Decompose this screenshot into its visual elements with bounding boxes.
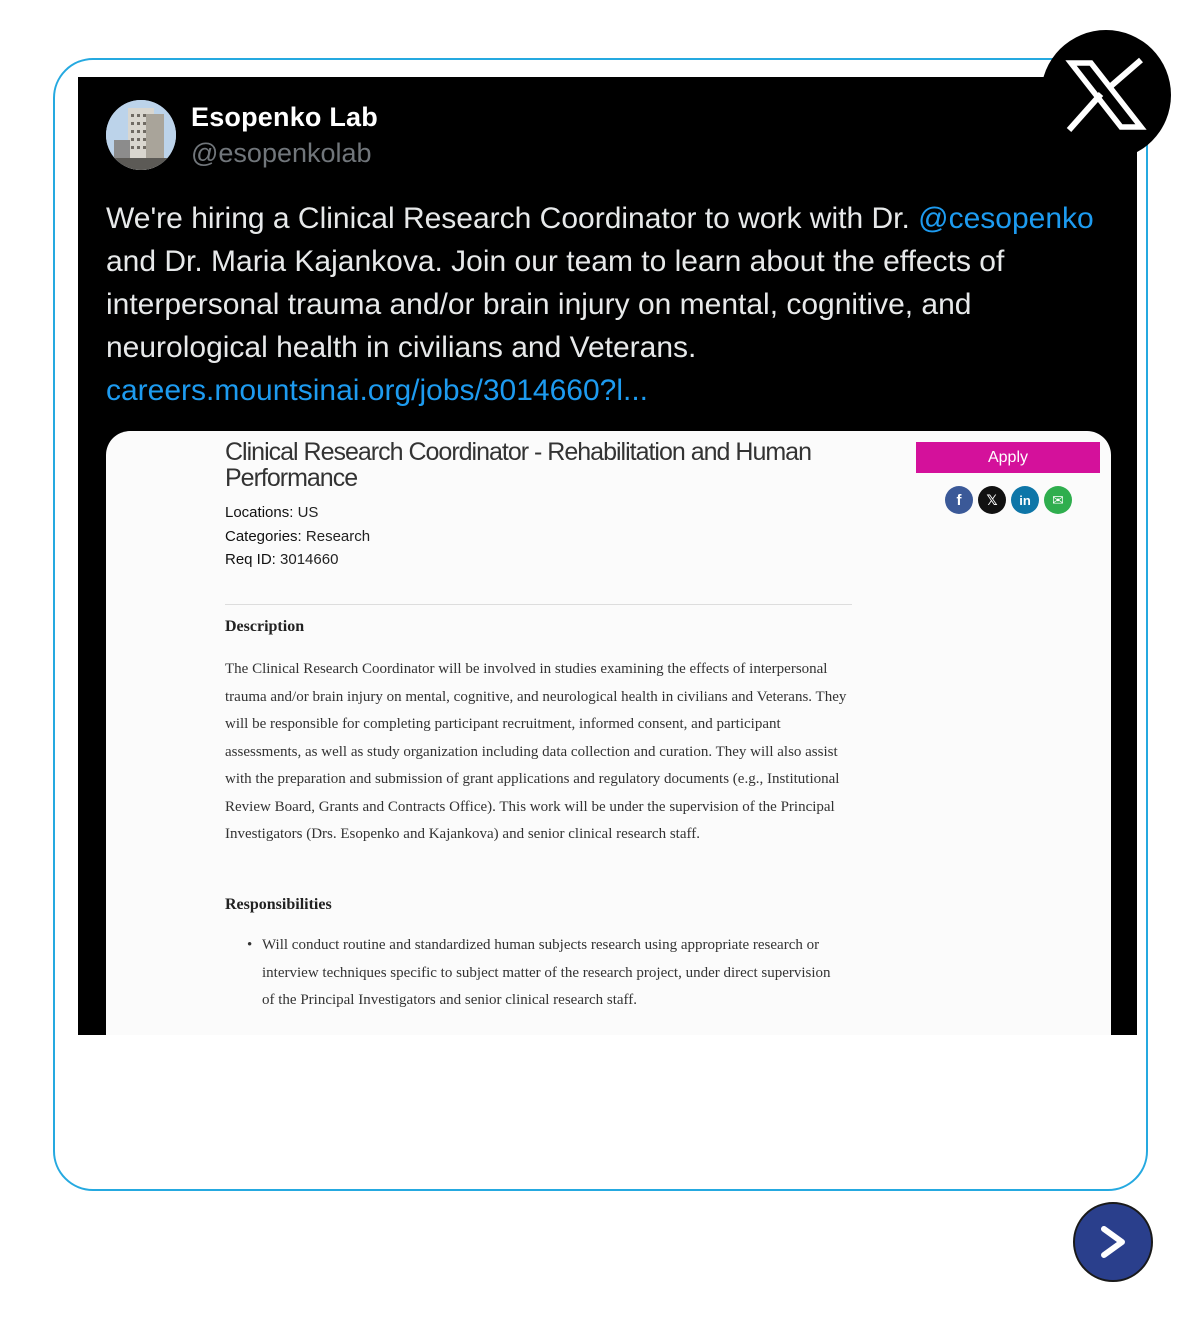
tweet-text-part1: We're hiring a Clinical Research Coordinator to work with Dr. (106, 202, 919, 235)
author-name[interactable]: Esopenko Lab (191, 102, 378, 132)
share-buttons (945, 486, 1072, 514)
apply-button[interactable]: Apply (916, 442, 1100, 473)
x-logo-icon (1041, 30, 1171, 160)
tweet-text (106, 197, 1116, 412)
responsibilities-list (225, 932, 845, 1015)
job-posting-preview[interactable] (106, 431, 1111, 1035)
chevron-right-icon (1093, 1222, 1133, 1262)
tweet-card[interactable] (78, 77, 1137, 1035)
categories-row (225, 528, 370, 545)
req-id-row (225, 551, 338, 568)
linkedin-icon[interactable]: in (1011, 486, 1039, 514)
email-icon[interactable]: ✉ (1044, 486, 1072, 514)
x-share-icon[interactable]: 𝕏 (978, 486, 1006, 514)
job-title: Clinical Research Coordinator - Rehabilitation and Human Performance (225, 438, 811, 492)
locations-value: US (297, 504, 319, 521)
next-button[interactable] (1073, 1202, 1153, 1282)
list-item: • Will conduct routine and standardized human subjects research using appropriate research or interview techniques specific to subject matter of the research project, under direct supervision of the Principal Investigators and senior clinical research staff. (225, 932, 845, 1015)
categories-value: Research (305, 528, 371, 545)
responsibilities-heading: Responsibilities (225, 896, 332, 913)
categories-label: Categories: (225, 528, 302, 545)
divider (225, 604, 852, 605)
locations-label: Locations: (225, 504, 294, 521)
locations-row (225, 504, 318, 521)
description-text: The Clinical Research Coordinator will be involved in studies examining the effects of interpersonal trauma and/or brain injury on mental, cognitive, and neurological health in civilians and Veterans. They will be responsible for completing participant recruitment, informed consent, and participant assessments, as well as study organization including data collection and curation. They will also assist with the preparation and submission of grant applications and regulatory documents (e.g., Institutional Review Board, Grants and Contracts Office). This work will be under the supervision of the Principal Investigators (Drs. Esopenko and Kajankova) and senior clinical research staff. (225, 661, 847, 842)
avatar[interactable] (106, 100, 176, 170)
req-id-label: Req ID: (225, 551, 276, 568)
job-url-link[interactable]: careers.mountsinai.org/jobs/3014660?l... (106, 374, 648, 407)
tweet-text-part2: and Dr. Maria Kajankova. Join our team to learn about the effects of interpersonal trauma and/or brain injury on mental, cognitive, and neurological health in civilians and Veterans. (106, 245, 1005, 364)
description-heading: Description (225, 618, 305, 635)
author-handle[interactable]: @esopenkolab (191, 138, 372, 168)
mention-link[interactable]: @cesopenko (918, 202, 1094, 235)
facebook-icon[interactable]: f (945, 486, 973, 514)
req-id-value: 3014660 (280, 551, 339, 568)
building-photo (106, 100, 176, 170)
